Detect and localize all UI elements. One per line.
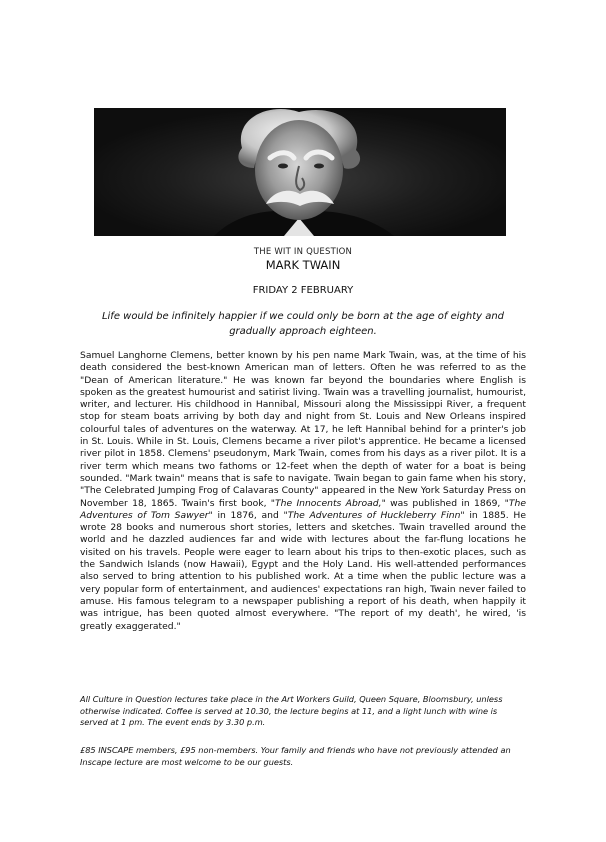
- lecture-title: MARK TWAIN: [265, 258, 341, 272]
- biography-text-2: " was published in 1869, ": [381, 497, 509, 509]
- book-title-innocents-abroad: The Innocents Abroad,: [275, 497, 382, 509]
- quote: Life would be infinitely happier if we could only be born at the age of eighty and gradually approach eighteen.: [101, 311, 505, 337]
- book-title-tom-sawyer: The Adventures of Tom Sawyer: [80, 497, 526, 521]
- portrait-photo: [94, 108, 506, 236]
- venue-info: All Culture in Question lectures take place in the Art Workers Guild, Queen Square, Bloomsbury, unless otherwise indicated. Coffee is served at 10.30, the lecture begins at 11, and a light lunch with wine is served at 1 pm. The event ends by 3.30 p.m.: [80, 694, 503, 727]
- price-info: £85 INSCAPE members, £95 non-members. Your family and friends who have not previously attended an Inscape lecture are most welcome to be our guests.: [80, 745, 511, 767]
- portrait-illustration: [94, 108, 506, 236]
- series-name: THE WIT IN QUESTION: [253, 247, 353, 257]
- book-title-huckleberry-finn: The Adventures of Huckleberry Finn: [287, 509, 461, 521]
- biography-paragraph: [80, 350, 526, 633]
- biography-text-4: " in 1885. He wrote 28 books and numerous short stories, letters and sketches. Twain travelled around the world and he dazzled audiences far and wide with lectures about the far-flung locations he visited on his travels. People were eager to learn about his trips to then-exotic places, such as the Sandwich Islands (now Hawaii), Egypt and the Holy Land. His well-attended performances also served to bring attention to his published work. At a time when the public lecture was a very popular form of entertainment, and audiences' expectations ran high, Twain never failed to amuse. His famous telegram to a newspaper publishing a report of his death, when happily it was intrigue, has been quoted almost everywhere. "The report of my death', he wired, 'is greatly exaggerated.": [80, 509, 526, 632]
- lecture-date: FRIDAY 2 FEBRUARY: [252, 285, 354, 296]
- biography-text-1: Samuel Langhorne Clemens, better known by his pen name Mark Twain, was, at the time of his death considered the best-known American man of letters. Often he was referred to as the "Dean of American literature." He was known far beyond the boundaries where English is spoken as the greatest humourist and satirist living. Twain was a travelling journalist, humourist, writer, and lecturer. His childhood in Hannibal, Missouri along the Mississippi River, a frequent stop for steam boats arriving by both day and night from St. Louis and New Orleans inspired colourful tales of adventures on the waterway. At 17, he left Hannibal behind for a printer's job in St. Louis. While in St. Louis, Clemens became a river pilot's apprentice. He became a licensed river pilot in 1858. Clemens' pseudonym, Mark Twain, comes from his days as a river pilot. It is a river term which means two fathoms or 12-feet when the depth of water for a boat is being sounded. "Mark twain" means that is safe to navigate. Twain began to gain fame when his story, "The Celebrated Jumping Frog of Calavaras County" appeared in the New York Saturday Press on November 18, 1865. Twain's first book, ": [80, 350, 526, 509]
- biography-text-3: " in 1876, and ": [208, 509, 288, 521]
